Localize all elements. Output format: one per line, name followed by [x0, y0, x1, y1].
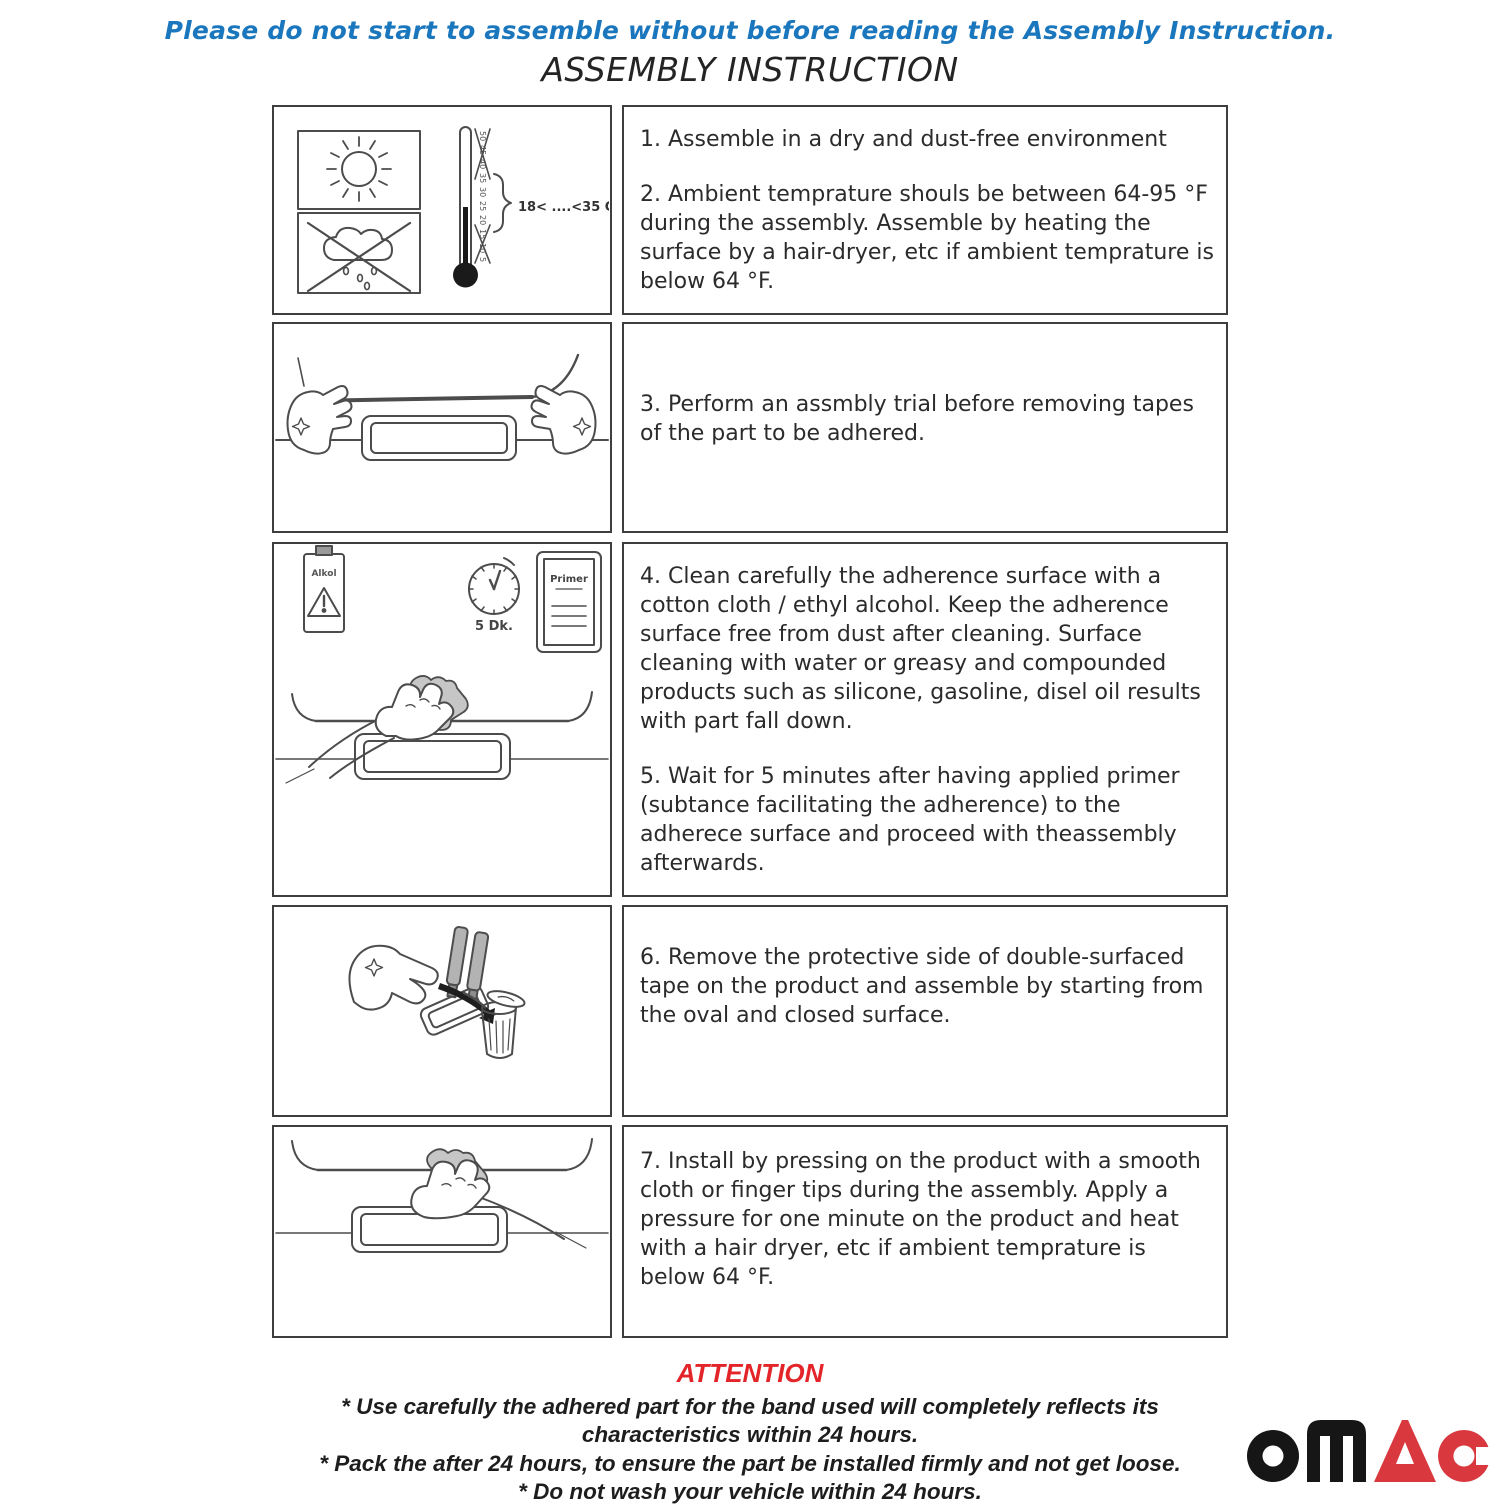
illustration-labels — [311, 569, 588, 634]
climate-illustration — [272, 105, 612, 315]
sun-icon — [342, 152, 376, 186]
step-row-3 — [272, 542, 1228, 897]
temp-range-label: 18< ....<35 C — [518, 200, 609, 215]
warning-header: Please do not start to assemble without before reading the Assembly Instruction. — [164, 16, 1336, 45]
peeling-hand-icon — [349, 946, 437, 1010]
step-row-2 — [272, 322, 1228, 533]
step-2-text: 2. Ambient temprature shouls be between 64-95 °F during the assembly. Assemble by heating the surface by a hair-dryer, etc if ambient temprature is below 64 °F. — [640, 182, 1214, 295]
range-brace — [494, 174, 511, 232]
plate-recess-inner — [364, 741, 501, 772]
instruction-text-box-2 — [622, 322, 1228, 533]
attention-note-2: * Pack the after 24 hours, to ensure the part be installed firmly and not get loose. — [319, 1450, 1181, 1476]
step-4-text: 4. Clean carefully the adherence surface with a cotton cloth / ethyl alcohol. Keep the adherence surface free from dust after cleaning. Surface cleaning with water or greasy and compounded products such as silicone, gasoline, disel oil results with part fall down. — [640, 564, 1201, 735]
svg-text:45: 45 — [478, 145, 487, 156]
press-install-illustration — [272, 1125, 612, 1338]
tape-removal-illustration — [272, 905, 612, 1117]
instruction-text-box-4 — [622, 905, 1228, 1117]
climate-conditions-icon — [274, 107, 609, 312]
page-title: ASSEMBLY INSTRUCTION — [541, 50, 959, 89]
tape-removal-icon — [274, 907, 609, 1114]
step-7-text: 7. Install by pressing on the product with a smooth cloth or finger tips during the assembly. Apply a pressure for one minute on the product and heat with a hair dryer, etc if ambient temprature is below 64 °F. — [640, 1149, 1201, 1291]
panel-curve-left — [292, 694, 316, 721]
step-row-5 — [272, 1125, 1228, 1338]
right-hand-icon — [532, 386, 596, 454]
surface-cleaning-icon — [274, 544, 609, 894]
panel-curve-left — [292, 1141, 318, 1170]
primer-label: Primer — [550, 574, 588, 585]
step-1-text: 1. Assemble in a dry and dust-free environment — [640, 127, 1167, 152]
plate-recess-inner — [371, 423, 507, 453]
svg-text:50: 50 — [478, 131, 487, 142]
panel-curve-right — [568, 692, 592, 721]
svg-text:25: 25 — [478, 201, 487, 212]
attention-note-1: * Use carefully the adhered part for the band used will completely reflects its characteristics within 24 hours. — [341, 1394, 1159, 1448]
step-6-text: 6. Remove the protective side of double-surfaced tape on the product and assemble by starting from the oval and closed surface. — [640, 945, 1204, 1029]
svg-text:30: 30 — [478, 187, 487, 198]
omac-logo-icon — [1243, 1398, 1495, 1488]
bottle-label: Alkol — [311, 569, 337, 579]
svg-text:15: 15 — [478, 229, 487, 240]
press-install-icon — [274, 1127, 609, 1335]
attention-title: ATTENTION — [676, 1358, 824, 1388]
thermometer-bulb — [453, 263, 478, 288]
svg-text:35: 35 — [478, 173, 487, 184]
attention-note-3: * Do not wash your vehicle within 24 hours. — [518, 1479, 982, 1505]
alcohol-bottle-icon — [304, 546, 344, 632]
clock-label: 5 Dk. — [475, 619, 513, 634]
instruction-text-box-1 — [622, 105, 1228, 315]
strip-end-left — [298, 358, 304, 386]
sun-rays — [327, 137, 391, 201]
step-3-text: 3. Perform an assmbly trial before removing tapes of the part to be adhered. — [640, 392, 1194, 447]
instruction-text-box-3 — [622, 542, 1228, 897]
trial-fit-icon — [274, 324, 609, 530]
primer-card-icon — [537, 552, 601, 652]
thermometer-scale — [478, 131, 487, 262]
trial-fit-illustration — [272, 322, 612, 533]
clock-icon — [469, 558, 519, 614]
svg-text:40: 40 — [478, 159, 487, 170]
svg-text:10: 10 — [478, 243, 487, 254]
trash-can-icon — [482, 988, 526, 1058]
attention-section — [270, 1358, 1230, 1506]
step-row-4 — [272, 905, 1228, 1117]
step-5-text: 5. Wait for 5 minutes after having applied primer (subtance facilitating the adherence) to the adherece surface and proceed with theassembly afterwards. — [640, 764, 1180, 877]
svg-text:20: 20 — [478, 215, 487, 226]
thermometer-mercury — [463, 207, 468, 271]
rain-drops — [344, 267, 377, 289]
panel-curve-right — [566, 1139, 592, 1170]
instruction-text-box-5 — [622, 1125, 1228, 1338]
left-hand-icon — [288, 386, 352, 454]
step-row-1 — [272, 105, 1228, 315]
cleaning-illustration — [272, 542, 612, 897]
brand-logo — [1243, 1398, 1495, 1492]
svg-text:5: 5 — [478, 257, 487, 263]
